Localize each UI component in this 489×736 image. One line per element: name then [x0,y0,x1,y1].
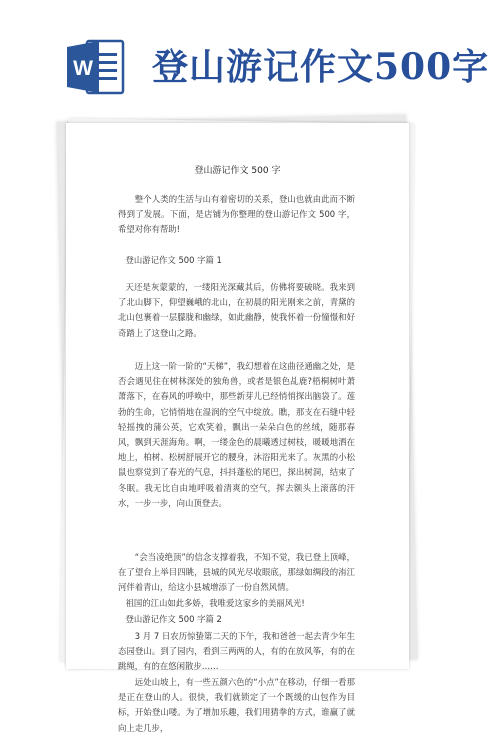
word-icon [65,37,125,97]
body-paragraph: 祖国的江山如此多娇，我唯爱这家乡的美丽风光! [125,598,305,608]
banner [0,0,489,108]
body-paragraph: “会当凌绝顶”的信念支撑着我，不知不觉，我已登上顶峰，在了望台上举目四眺，县城的风光尽收眼底，那绿如绸段的洧江河伴着青山，给这小县城增添了一份自然风情。 [118,552,355,593]
document-page [66,123,409,733]
section-heading-2: 登山游记作文 500 字篇 2 [125,614,222,624]
document-title: 登山游记作文 500 字 [194,166,281,176]
section-heading-1: 登山游记作文 500 字篇 1 [125,255,222,265]
svg-text:W: W [73,57,93,80]
body-paragraph: 3 月 7 日农历惊蛰第二天的下午，我和爸爸一起去青少年生态园登山。到了园内，看到三两两的人，有的在放风筝，有的在跳绳，有的在悠闲散步…… [118,631,355,672]
body-paragraph: 天还是灰蒙蒙的，一缕阳光深藏其后，仿佛将要破晓。我来到了北山脚下，仰望巍峨的北山，在初晨的阳光刚来之前，青黛的北山包裹着一层朦胧和幽绿，如此幽静，使我怀着一份憧憬和好奇踏上了这登山之路。 [118,282,355,338]
body-paragraph: 迈上这一阶一阶的“天梯”，我幻想着在这曲径通幽之处，是否会遇见住在树林深处的独角兽，或者是银色乩鹿?梧桐树叶萧萧落下，在春风的呼唤中，那些新芽儿已经悄悄探出脑袋了。莲勃的生命，它悄悄地在湿润的空气中绽放。瞧，那支在石缝中轻轻摇拽的蒲公英，它欢笑着，飘出一朵朵白色的丝绒，随那春风，飘到天涯海角。啊，一缕金色的晨曦透过树枝，暖暖地洒在地上，柏树、松树舒展开它的腰身，沐浴阳光来了。灰黑的小松鼠也察觉到了春光的气息，抖抖蓬松的尾巴，探出树洞，结束了冬眠。我无比自由地呼吸着清爽的空气，挥去额头上滚落的汗水，一步一步，向山顶登去。 [118,361,355,508]
body-paragraph: 远处山坡上，有一些五颜六色的“小点”在移动，仔细一看那是正在登山的人。很快，我们就锁定了一个既缓的山包作为目标，开始登山喽。为了增加乐趣，我们用猜拳的方式，谁赢了就向上走几步， [118,677,355,733]
banner-title: 登山游记作文500字 [152,46,489,88]
intro-paragraph: 整个人类的生活与山有着密切的关系，登山也就由此而不断得到了发展。下面，是店铺为你整理的登山游记作文 500 字，希望对你有帮助! [118,194,355,235]
